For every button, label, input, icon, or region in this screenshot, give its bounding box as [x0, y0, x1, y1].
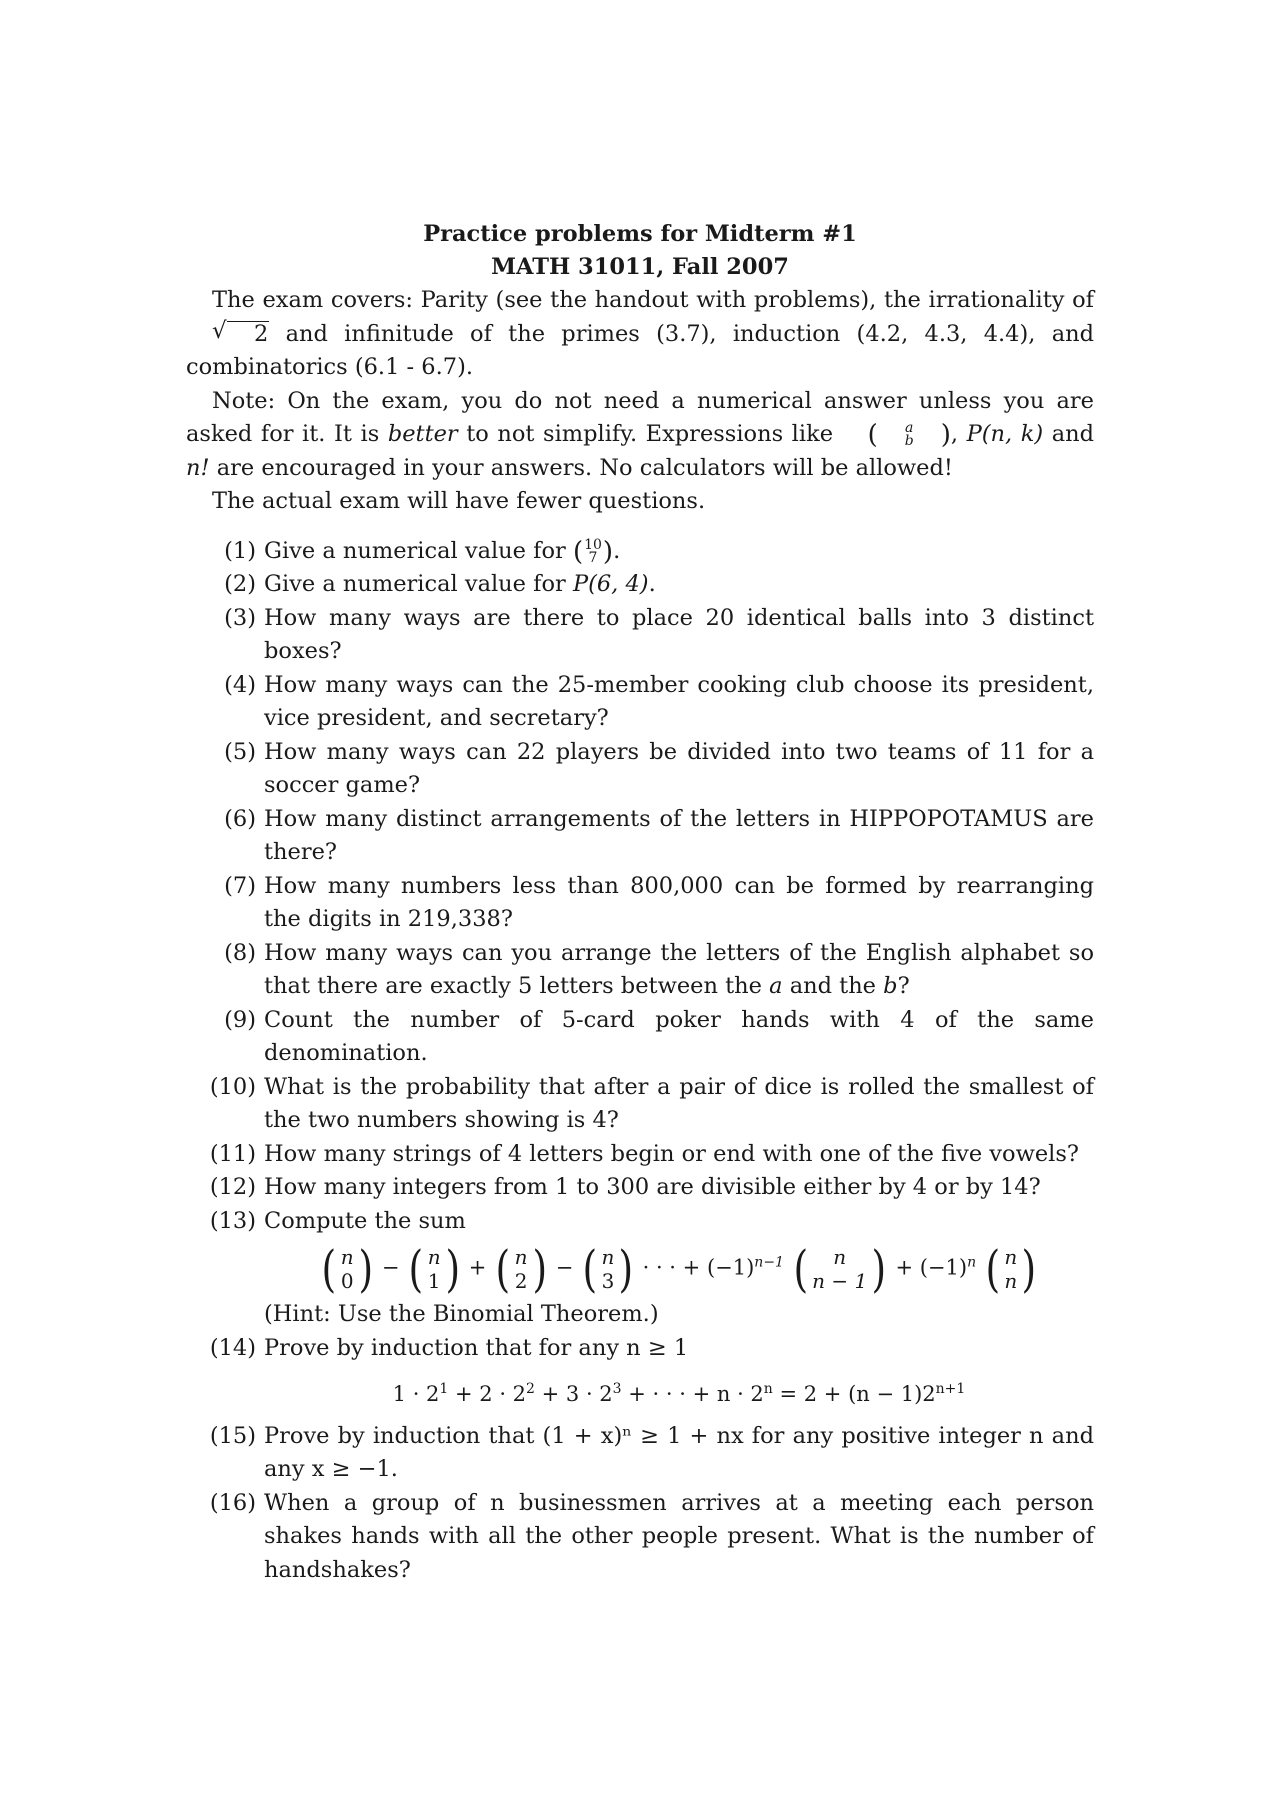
intro-p2-text-a: Note: On the exam, you do not need a numerical answer unless you are asked for it. It is — [186, 387, 1094, 447]
problem-number: (5) — [224, 738, 256, 765]
intro-p1-text-b: and infinitude of the primes (3.7), induction (4.2, 4.3, 4.4), and combinatorics (6.1 - 6.7). — [186, 320, 1094, 380]
binom-n-3: ( n 3 ) — [582, 1240, 634, 1298]
binom-n-n: ( n n ) — [985, 1240, 1037, 1298]
intro-paragraph-2 — [186, 385, 1094, 486]
problem-text: Give a numerical value for — [264, 537, 566, 564]
problem-number: (8) — [224, 939, 256, 966]
problem-number: (10) — [209, 1073, 256, 1100]
alternating-binomial-sum — [264, 1240, 1094, 1298]
problem-3 — [186, 602, 1094, 669]
exponent-n: n — [967, 1254, 977, 1271]
problem-text-b: and the — [789, 973, 876, 999]
problem-16 — [186, 1487, 1094, 1588]
problem-number: (9) — [224, 1006, 256, 1033]
intro-paragraph-1 — [186, 284, 1094, 385]
binom-bottom: 7 — [588, 549, 598, 566]
binom-top: n — [514, 1245, 528, 1269]
binom-top: n — [1004, 1245, 1018, 1269]
sqrt-argument: 2 — [227, 321, 269, 346]
eq-term: + · · · + n · 2 — [621, 1382, 764, 1406]
problem-12 — [186, 1171, 1094, 1205]
problem-list — [186, 535, 1094, 1588]
course-subtitle: MATH 31011, Fall 2007 — [491, 254, 789, 280]
induction-equation — [264, 1373, 1094, 1412]
binomial-10-7: ( 10 7 ) — [572, 536, 614, 567]
problem-punct: . — [613, 537, 621, 564]
intro-p2-text-b: to not simplify. Expressions like — [466, 421, 834, 447]
hint-text: (Hint: Use the Binomial Theorem.) — [264, 1301, 659, 1327]
eq-exponent: n — [763, 1381, 773, 1397]
problem-number: (7) — [224, 872, 256, 899]
problem-number: (15) — [209, 1422, 256, 1449]
problem-15 — [186, 1420, 1094, 1487]
binom-bottom: 2 — [514, 1269, 528, 1293]
op-minus: − — [381, 1255, 400, 1280]
eq-term: = 2 + (n − 1)2 — [772, 1382, 936, 1406]
binom-bottom: 1 — [427, 1269, 441, 1293]
intro-p1-text-a: The exam covers: Parity (see the handout with problems), the irrationality of — [212, 287, 1094, 313]
problem-13 — [186, 1205, 1094, 1332]
emphasis-better: better — [387, 421, 458, 447]
binom-n-nminus1: ( n n − 1 ) — [793, 1240, 887, 1298]
problem-5 — [186, 736, 1094, 803]
problem-text: How many ways can 22 players be divided into two teams of 11 for a soccer game? — [264, 738, 1094, 798]
problem-4 — [186, 669, 1094, 736]
binom-n-2: ( n 2 ) — [495, 1240, 547, 1298]
binom-top: 10 — [584, 536, 602, 553]
binom-bottom: 3 — [601, 1269, 615, 1293]
math-n-factorial: n! — [186, 454, 210, 481]
binom-n-1: ( n 1 ) — [408, 1240, 460, 1298]
problem-text: How many ways can the 25-member cooking club choose its president, vice president, and secretary? — [264, 671, 1094, 731]
eq-term: + 3 · 2 — [534, 1382, 613, 1406]
binom-bottom: n — [1004, 1269, 1018, 1293]
sqrt-expression: √ 2 — [212, 317, 269, 347]
math-var-a: a — [769, 973, 783, 999]
problem-number: (6) — [224, 805, 256, 832]
problem-punct: ? — [897, 973, 910, 999]
binom-bottom: 0 — [340, 1269, 354, 1293]
problem-number: (16) — [209, 1489, 256, 1516]
binom-top: n — [340, 1245, 354, 1269]
intro-p2-comma: , — [950, 421, 959, 447]
problem-text: How many distinct arrangements of the letters in HIPPOPOTAMUS are there? — [264, 805, 1094, 865]
intro-paragraph-3: The actual exam will have fewer questions. — [212, 488, 706, 514]
op-plus: + — [468, 1255, 487, 1280]
problem-8 — [186, 937, 1094, 1004]
binom-top: n — [427, 1245, 441, 1269]
op-plus: + — [895, 1255, 914, 1280]
problem-2 — [186, 568, 1094, 602]
math-p64: P(6, 4) — [572, 571, 649, 597]
problem-number: (13) — [209, 1207, 256, 1234]
eq-exponent: n+1 — [935, 1381, 966, 1397]
problem-text: What is the probability that after a pair of dice is rolled the smallest of the two numbers showing is 4? — [264, 1073, 1094, 1133]
problem-text: Prove by induction that (1 + x)ⁿ ≥ 1 + nx for any positive integer n and any x ≥ −1. — [264, 1422, 1094, 1482]
document-content — [186, 218, 1094, 1587]
binom-top: n — [601, 1245, 615, 1269]
binom-top: a — [905, 420, 914, 436]
problem-10 — [186, 1071, 1094, 1138]
problem-1 — [186, 535, 1094, 569]
intro-p2-and: and — [1051, 421, 1094, 447]
math-pnk: P(n, k) — [966, 421, 1044, 447]
problem-number: (11) — [209, 1140, 256, 1167]
problem-14 — [186, 1332, 1094, 1412]
problem-number: (4) — [224, 671, 256, 698]
problem-text: Compute the sum — [264, 1207, 466, 1234]
problem-number: (3) — [224, 604, 256, 631]
eq-exponent: 1 — [439, 1381, 449, 1397]
binom-n-0: ( n 0 ) — [321, 1240, 373, 1298]
problem-number: (14) — [209, 1334, 256, 1361]
binom-top: n — [833, 1245, 847, 1269]
problem-text: How many strings of 4 letters begin or end with one of the five vowels? — [264, 1140, 1079, 1167]
binom-bottom: n − 1 — [812, 1269, 868, 1293]
problem-punct: . — [648, 571, 656, 597]
binomial-a-b: ( a b ) — [867, 420, 951, 450]
eq-term: 1 · 2 — [392, 1382, 440, 1406]
binom-bottom: b — [904, 433, 914, 449]
problem-11 — [186, 1138, 1094, 1172]
problem-text: How many ways are there to place 20 identical balls into 3 distinct boxes? — [264, 604, 1094, 664]
problem-7 — [186, 870, 1094, 937]
op-minus: − — [555, 1255, 574, 1280]
page-title: Practice problems for Midterm #1 — [423, 221, 857, 247]
problem-text: How many integers from 1 to 300 are divisible either by 4 or by 14? — [264, 1174, 1041, 1200]
problem-number: (1) — [224, 537, 256, 564]
problem-number: (12) — [209, 1174, 256, 1200]
problem-text: Prove by induction that for any n ≥ 1 — [264, 1334, 689, 1361]
problem-6 — [186, 803, 1094, 870]
problem-text: How many numbers less than 800,000 can be formed by rearranging the digits in 219,338? — [264, 872, 1094, 932]
problem-9 — [186, 1004, 1094, 1071]
problem-text: Count the number of 5-card poker hands with 4 of the same denomination. — [264, 1006, 1094, 1066]
neg-one: (−1) — [706, 1255, 755, 1280]
intro-p2-text-d: are encouraged in your answers. No calculators will be allowed! — [216, 454, 953, 481]
eq-exponent: 2 — [526, 1381, 535, 1397]
op-dots: · · · + — [642, 1255, 701, 1280]
eq-term: + 2 · 2 — [448, 1382, 527, 1406]
problem-text: Give a numerical value for — [264, 571, 566, 597]
eq-exponent: 3 — [612, 1381, 622, 1397]
problem-text-a: How many ways can you arrange the letters of the English alphabet so that there are exactly 5 letters between the — [264, 939, 1094, 999]
exponent-n-minus-1: n−1 — [754, 1254, 784, 1271]
neg-one: (−1) — [919, 1255, 968, 1280]
math-var-b: b — [883, 973, 898, 999]
problem-text: When a group of n businessmen arrives at a meeting each person shakes hands with all the other people present. What is the number of handshakes? — [264, 1489, 1094, 1583]
problem-number: (2) — [224, 571, 256, 597]
